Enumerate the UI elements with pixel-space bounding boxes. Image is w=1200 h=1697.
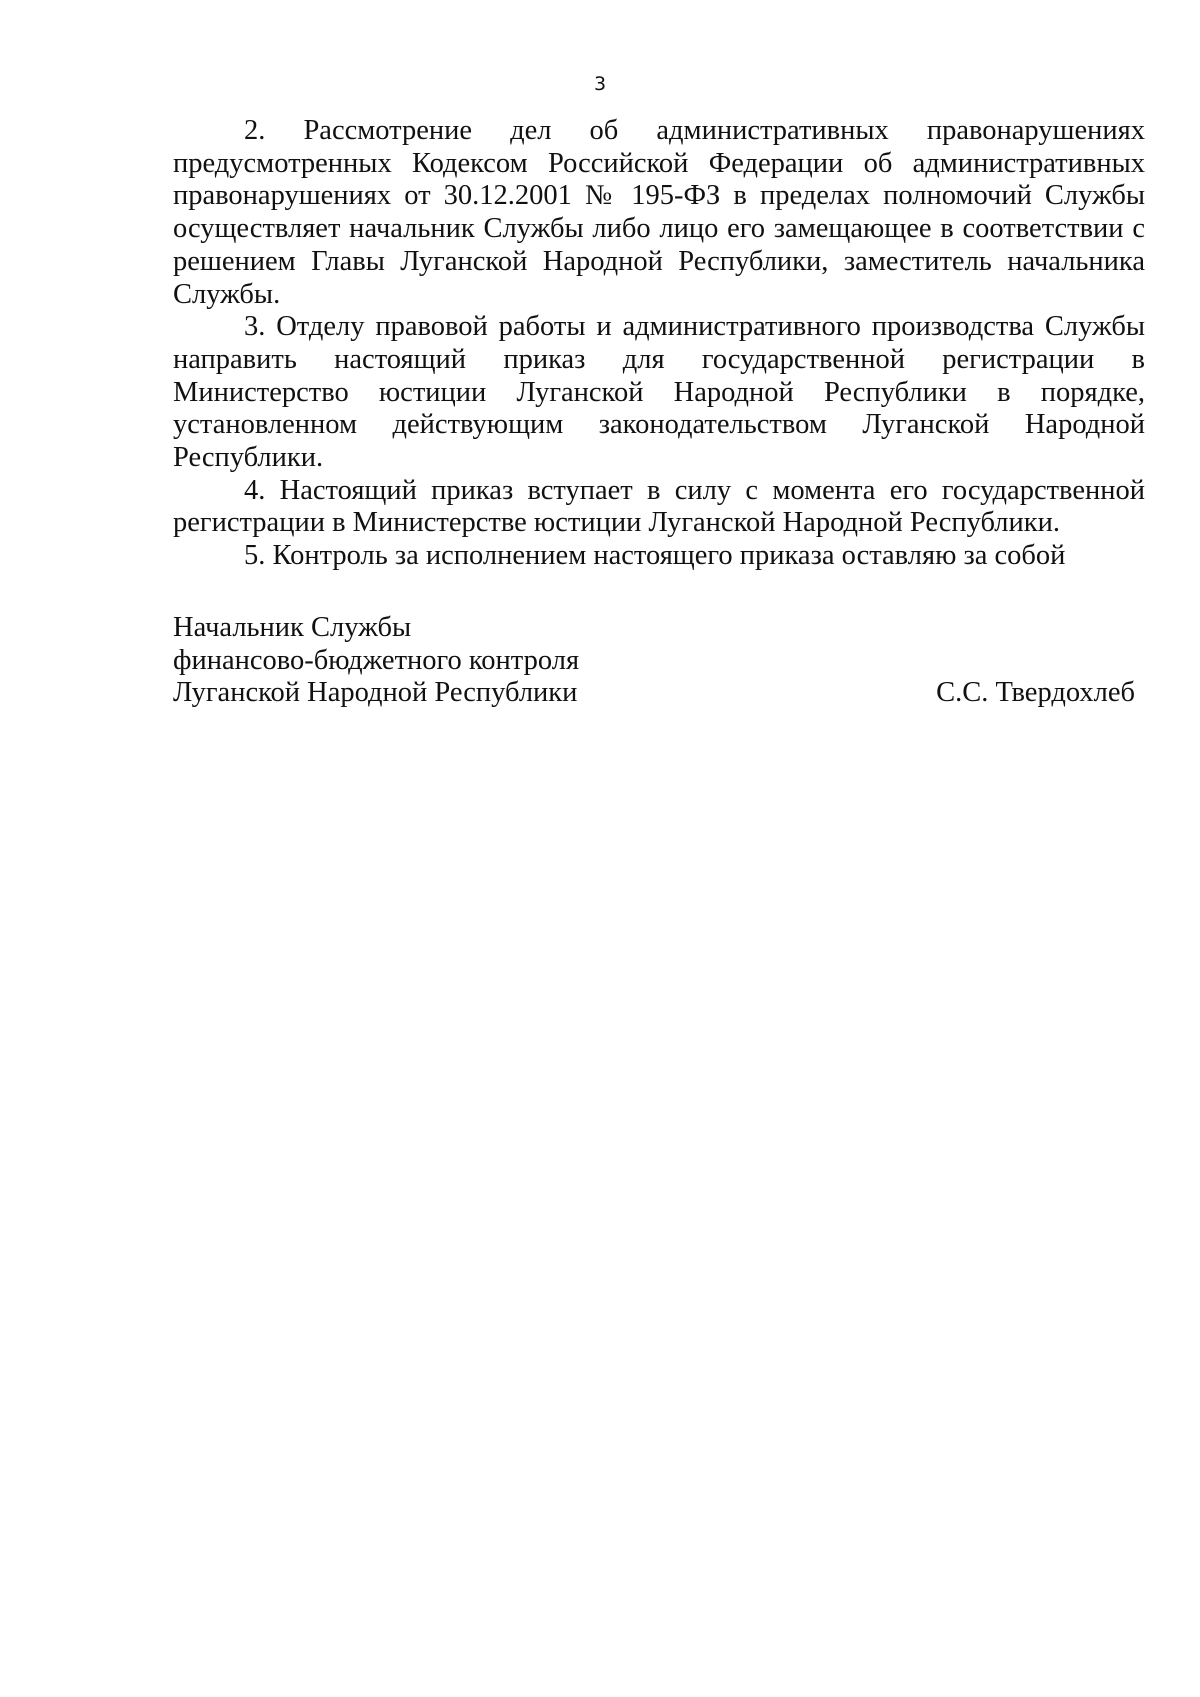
document-body (173, 115, 1145, 573)
paragraph-2: 2. Рассмотрение дел об административных правонарушениях предусмотренных Кодексом Российской Федерации об административных правонарушениях от 30.12.2001 № 195-ФЗ в пределах полномочий Службы осуществляет начальник Службы либо лицо его замещающее в соответствии с решением Главы Луганской Народной Республики, заместитель начальника Службы. (173, 115, 1145, 310)
page-number: 3 (593, 73, 607, 95)
signatory-title-line-3: Луганской Народной Республики (173, 677, 578, 709)
paragraph-4: 4. Настоящий приказ вступает в силу с момента его государственной регистрации в Министерстве юстиции Луганской Народной Республики. (173, 474, 1145, 539)
paragraph-3: 3. Отделу правовой работы и административного производства Службы направить настоящий приказ для государственной регистрации в Министерство юстиции Луганской Народной Республики в порядке, установленном действующим законодательством Луганской Народной Республики. (173, 311, 1145, 474)
signatory-title-line-2: финансово-бюджетного контроля (173, 644, 580, 676)
signatory-title-line-1: Начальник Службы (173, 612, 412, 643)
signatory-name: С.С. Твердохлеб (936, 677, 1135, 709)
paragraph-5: 5. Контроль за исполнением настоящего приказа оставляю за собой (244, 540, 1066, 572)
signature-block (173, 612, 1145, 710)
